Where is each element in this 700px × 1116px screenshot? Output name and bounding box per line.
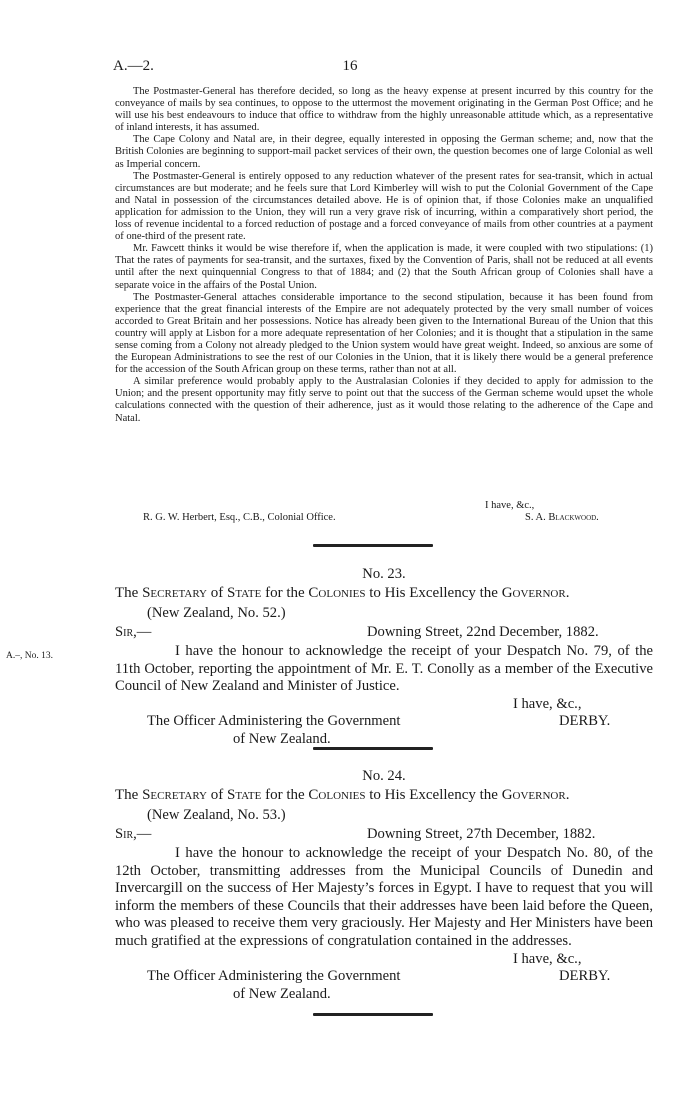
letter-no-24 bbox=[115, 768, 653, 1003]
signature: DERBY. bbox=[559, 713, 611, 730]
memo-closing-row bbox=[115, 500, 653, 525]
letter-closing: I have, &c., bbox=[513, 695, 582, 712]
memo-paragraph: Mr. Fawcett thinks it would be wise therefore if, when the application is made, it were coupled with two stipulations: (1) That the rates of payments for sea-transit, and the surtaxes, fixed by the Convention of Paris, shall not be reduced at all events until after the next quinquennial Congress to that of 1884; and (2) that the South African group of Colonies shall have a separate voice in the affairs of the Postal Union. bbox=[115, 243, 653, 291]
letter-sub-ref: (New Zealand, No. 53.) bbox=[147, 807, 286, 823]
letter-number: No. 23. bbox=[362, 566, 406, 582]
salutation: Sir,— bbox=[115, 826, 152, 842]
document-reference: A.—2. bbox=[113, 58, 154, 74]
letter-heading: The Secretary of State for the Colonies to His Excellency the Governor. bbox=[115, 787, 570, 803]
page-number: 16 bbox=[342, 58, 358, 74]
recipient-line-2: of New Zealand. bbox=[233, 985, 331, 1002]
memo-addressee: R. G. W. Herbert, Esq., C.B., Colonial Office. bbox=[143, 512, 336, 524]
letter-heading: The Secretary of State for the Colonies to His Excellency the Governor. bbox=[115, 585, 570, 601]
memo-closing: I have, &c., bbox=[485, 500, 535, 511]
letter-closing: I have, &c., bbox=[513, 950, 582, 967]
section-divider bbox=[313, 1013, 433, 1016]
memo-paragraph: The Postmaster-General is entirely opposed to any reduction whatever of the present rates for sea-transit, which in actual circumstances are but moderate; and he feels sure that Lord Kimberley will wish to put the Colonial Government of the Cape and Natal in possession of the circumstances detailed above. He is of opinion that, if those Colonies make an unqualified application for admission to the Union, they will run a very grave risk of incurring, within a comparatively short period, the loss of revenue incidental to a forced reduction of postage and a forced conveyance of mails from other countries at a payment of one-third of the present rate. bbox=[115, 170, 653, 243]
letter-no-23 bbox=[115, 566, 653, 749]
memo-paragraph: The Cape Colony and Natal are, in their degree, equally interested in opposing the German scheme; and, now that the British Colonies are beginning to support-mail packet services of their own, the question becomes one of large Colonial as well as Imperial concern. bbox=[115, 134, 653, 170]
memorandum-text bbox=[115, 86, 653, 425]
letter-sub-ref: (New Zealand, No. 52.) bbox=[147, 605, 286, 621]
recipient-line-2: of New Zealand. bbox=[233, 730, 331, 747]
section-divider bbox=[313, 747, 433, 750]
salutation: Sir,— bbox=[115, 624, 152, 640]
memo-signature: S. A. Blackwood. bbox=[525, 512, 599, 524]
signature: DERBY. bbox=[559, 968, 611, 985]
letter-body: I have the honour to acknowledge the receipt of your Despatch No. 79, of the 11th October, reporting the appointment of Mr. E. T. Conolly as a member of the Executive Council of New Zealand and Minister of Justice. bbox=[115, 643, 653, 695]
recipient: The Officer Administering the Government bbox=[147, 713, 401, 730]
recipient: The Officer Administering the Government bbox=[147, 968, 401, 985]
memo-paragraph: The Postmaster-General has therefore decided, so long as the heavy expense at present incurred by this country for the conveyance of mails by sea continues, to oppose to the uttermost the movement originating in the German Post Office; and he will use his best endeavours to induce that office to withdraw from the highly unreasonable attitude which, as a representative of inland interests, it has assumed. bbox=[115, 86, 653, 134]
letter-number: No. 24. bbox=[362, 768, 406, 784]
place-date: Downing Street, 27th December, 1882. bbox=[367, 826, 596, 842]
memo-paragraph: The Postmaster-General attaches considerable importance to the second stipulation, because it has been found from experience that the great financial interests of the Empire are not adequately protected by the very small number of voices accorded to Great Britain and her possessions. Notice has already been given to the International Bureau of the Union that this country will apply at Lisbon for a more adequate representation of her Colonies; and it is thought that a stipulation in the same sense coming from a Colony not already pledged to the Union system would have great weight. Indeed, so anxious are some of the European Administrations to see the rest of our Colonies in the Union, that it is likely there would be a general preference for the accession of the South African group on these terms, rather than not at all. bbox=[115, 291, 653, 376]
section-divider bbox=[313, 544, 433, 547]
place-date: Downing Street, 22nd December, 1882. bbox=[367, 624, 599, 640]
memo-paragraph: A similar preference would probably apply to the Australasian Colonies if they decided to apply for admission to the Union; and the present opportunity may fitly serve to point out that the success of the German scheme would upset the whole calculations connected with the question of their adherence, just as it would those relating to the adherence of the Cape and Natal. bbox=[115, 376, 653, 424]
margin-note: A.–, No. 13. bbox=[6, 651, 53, 661]
letter-body: I have the honour to acknowledge the receipt of your Despatch No. 80, of the 12th October, transmitting addresses from the Municipal Councils of Dunedin and Invercargill on the success of Her Majesty’s forces in Egypt. I have to request that you will inform the members of these Councils that their addresses have been laid before the Queen, who was pleased to receive them very graciously. Her Majesty and Her Ministers have been much gratified at the expressions of congratulation contained in the addresses. bbox=[115, 845, 653, 949]
